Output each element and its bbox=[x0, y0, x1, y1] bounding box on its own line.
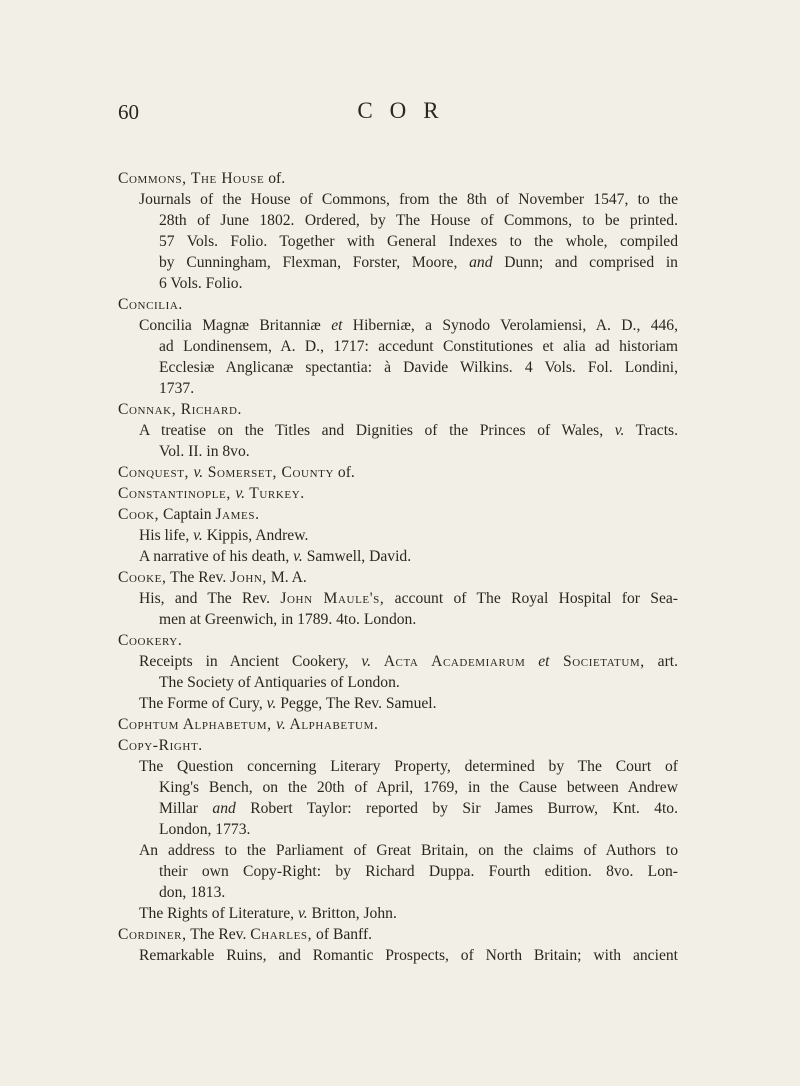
text-segment: The Question concerning Literary Property, determined by The Court of bbox=[139, 758, 678, 775]
text-segment: The Rights of Literature, bbox=[139, 905, 298, 922]
text-segment: Alphabetum. bbox=[285, 716, 379, 733]
text-segment: Connak, Richard. bbox=[118, 401, 242, 418]
entry-text-line bbox=[118, 273, 678, 294]
entry-text-line bbox=[118, 252, 678, 273]
text-segment: Somerset, County bbox=[203, 464, 335, 481]
text-segment: v. bbox=[235, 485, 246, 502]
text-segment: King's Bench, on the 20th of April, 1769, in the Cause between Andrew bbox=[159, 779, 678, 796]
running-title: COR bbox=[357, 98, 456, 123]
text-segment: The Rev. bbox=[186, 926, 251, 943]
entry-text-line bbox=[118, 882, 678, 903]
text-segment: of. bbox=[334, 464, 355, 481]
text-segment: of. bbox=[264, 170, 286, 187]
entry-text-line bbox=[118, 840, 678, 861]
entry-heading bbox=[118, 714, 678, 735]
text-segment: Commons, The House bbox=[118, 170, 265, 187]
text-segment: Copy-Right. bbox=[118, 737, 203, 754]
text-segment: et bbox=[331, 317, 343, 334]
text-segment: A treatise on the Titles and Dignities of the Princes of Wales, bbox=[139, 422, 615, 439]
text-segment: John Maule's, bbox=[280, 590, 385, 607]
entry-text-line bbox=[118, 231, 678, 252]
page-number: 60 bbox=[118, 100, 139, 124]
entry-text-line bbox=[118, 903, 678, 924]
entry-text-line bbox=[118, 609, 678, 630]
text-segment: by Cunningham, Flexman, Forster, Moore, bbox=[159, 254, 470, 271]
text-segment: art. bbox=[644, 653, 678, 670]
text-segment: Britton, John. bbox=[307, 905, 397, 922]
entry-heading bbox=[118, 483, 678, 504]
text-segment: v. bbox=[266, 695, 277, 712]
text-segment: London, 1773. bbox=[159, 821, 251, 838]
text-segment: Concilia Magnæ Britanniæ bbox=[139, 317, 332, 334]
text-segment: Concilia. bbox=[118, 296, 183, 313]
entry-text-line bbox=[118, 315, 678, 336]
text-segment: Kippis, Andrew. bbox=[202, 527, 309, 544]
text-segment: and bbox=[212, 800, 236, 817]
entry-text-line bbox=[118, 777, 678, 798]
text-segment: et bbox=[525, 653, 550, 670]
entry-heading bbox=[118, 462, 678, 483]
entry-heading bbox=[118, 630, 678, 651]
text-segment: Cordiner, bbox=[118, 926, 187, 943]
entry-text-line bbox=[118, 651, 678, 672]
text-segment: Captain bbox=[159, 506, 216, 523]
text-segment: Conquest, bbox=[118, 464, 194, 481]
text-segment: His life, bbox=[139, 527, 194, 544]
entry-text-line bbox=[118, 588, 678, 609]
text-segment: v. bbox=[193, 464, 204, 481]
text-segment: of Banff. bbox=[312, 926, 373, 943]
text-segment: Cook, bbox=[118, 506, 160, 523]
entry-heading bbox=[118, 168, 678, 189]
entry-text-line bbox=[118, 357, 678, 378]
text-segment: Remarkable Ruins, and Romantic Prospects, of North Britain; with ancient bbox=[139, 947, 678, 964]
entry-heading bbox=[118, 294, 678, 315]
entry-text-line bbox=[118, 441, 678, 462]
text-segment: Pegge, The Rev. Samuel. bbox=[276, 695, 437, 712]
entry-text-line bbox=[118, 525, 678, 546]
text-segment: Dunn; and comprised in bbox=[492, 254, 678, 271]
text-segment: v. bbox=[193, 527, 203, 544]
text-segment: M. A. bbox=[266, 569, 307, 586]
text-segment: Constantinople, bbox=[118, 485, 236, 502]
text-segment: His, and The Rev. bbox=[139, 590, 281, 607]
text-segment: The Forme of Cury, bbox=[139, 695, 267, 712]
text-segment: v. bbox=[293, 548, 303, 565]
text-segment: A narrative of his death, bbox=[139, 548, 294, 565]
text-segment: v. bbox=[361, 653, 372, 670]
text-segment: v. bbox=[276, 716, 286, 733]
text-segment: men at Greenwich, in 1789. 4to. London. bbox=[159, 611, 417, 628]
entry-text-line bbox=[118, 672, 678, 693]
text-segment: Millar bbox=[159, 800, 213, 817]
text-segment: Samwell, David. bbox=[302, 548, 412, 565]
text-segment: Charles, bbox=[250, 926, 313, 943]
entry-heading bbox=[118, 399, 678, 420]
text-segment: Cophtum Alphabetum, bbox=[118, 716, 277, 733]
text-segment: 28th of June 1802. Ordered, by The House of Commons, to be printed. bbox=[159, 212, 678, 229]
text-segment: v. bbox=[614, 422, 625, 439]
entry-text-line bbox=[118, 189, 678, 210]
entry-text-line bbox=[118, 756, 678, 777]
entry-heading bbox=[118, 567, 678, 588]
text-segment: account of The Royal Hospital for Sea- bbox=[384, 590, 678, 607]
text-segment: Cookery. bbox=[118, 632, 183, 649]
text-segment: Journals of the House of Commons, from the 8th of November 1547, to the bbox=[139, 191, 678, 208]
entry-text-line bbox=[118, 798, 678, 819]
index-entries bbox=[118, 168, 678, 966]
entry-text-line bbox=[118, 336, 678, 357]
text-segment: Ecclesiæ Anglicanæ spectantia: à Davide Wilkins. 4 Vols. Fol. Londini, bbox=[159, 359, 678, 376]
text-segment: v. bbox=[297, 905, 308, 922]
text-segment: and bbox=[469, 254, 493, 271]
text-segment: The Society of Antiquaries of London. bbox=[159, 674, 400, 691]
text-segment: Vol. II. in 8vo. bbox=[159, 443, 250, 460]
entry-text-line bbox=[118, 546, 678, 567]
entry-text-line bbox=[118, 693, 678, 714]
entry-text-line bbox=[118, 945, 678, 966]
entry-heading bbox=[118, 735, 678, 756]
text-segment: 57 Vols. Folio. Together with General Indexes to the whole, compiled bbox=[159, 233, 678, 250]
text-segment: James. bbox=[215, 506, 260, 523]
text-segment: Acta Academiarum bbox=[371, 653, 526, 670]
text-segment: their own Copy-Right: by Richard Duppa. Fourth edition. 8vo. Lon- bbox=[159, 863, 678, 880]
entry-heading bbox=[118, 504, 678, 525]
text-segment: Cooke, bbox=[118, 569, 167, 586]
text-segment: Receipts in Ancient Cookery, bbox=[139, 653, 362, 670]
text-segment: 1737. bbox=[159, 380, 195, 397]
entry-text-line bbox=[118, 861, 678, 882]
entry-text-line bbox=[118, 210, 678, 231]
text-segment: Robert Taylor: reported by Sir James Burrow, Knt. 4to. bbox=[235, 800, 678, 817]
text-segment: Hiberniæ, a Synodo Verolamiensi, A. D., 446, bbox=[342, 317, 678, 334]
text-segment: Tracts. bbox=[624, 422, 678, 439]
text-segment: An address to the Parliament of Great Britain, on the claims of Authors to bbox=[139, 842, 678, 859]
text-segment: 6 Vols. Folio. bbox=[159, 275, 243, 292]
text-segment: The Rev. bbox=[166, 569, 231, 586]
page-header bbox=[118, 100, 678, 130]
entry-text-line bbox=[118, 378, 678, 399]
text-segment: ad Londinensem, A. D., 1717: accedunt Constitutiones et alia ad historiam bbox=[159, 338, 678, 355]
text-segment: Turkey. bbox=[245, 485, 305, 502]
entry-text-line bbox=[118, 420, 678, 441]
text-segment: don, 1813. bbox=[159, 884, 226, 901]
text-segment: Societatum, bbox=[549, 653, 645, 670]
entry-heading bbox=[118, 924, 678, 945]
entry-text-line bbox=[118, 819, 678, 840]
text-segment: John, bbox=[230, 569, 267, 586]
